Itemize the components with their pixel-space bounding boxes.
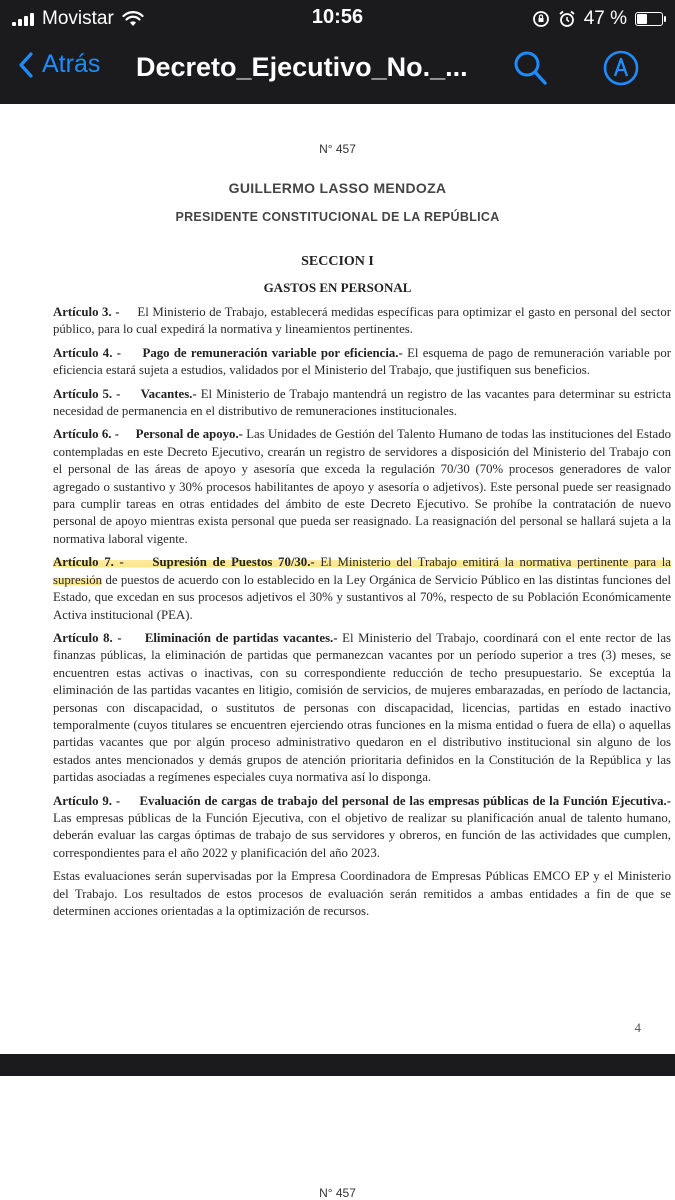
article-text: de puestos de acuerdo con lo establecido en la Ley Orgánica de Servicio Público en las distintas funciones del Estado, que excedan en sus procesos adjetivos el 30% y sustantivos al 70%, respecto de su Población Económicamente Activa institucional (PEA). [53, 572, 671, 622]
article-3 [53, 304, 671, 339]
article-text-highlighted: El Ministerio del Trabajo emitirá la normativa pertinente para la supresión [53, 555, 671, 587]
article-4 [53, 345, 671, 380]
article-title: Pago de remuneración variable por eficiencia.- [142, 345, 403, 360]
page-separator [0, 1054, 675, 1076]
article-8 [53, 630, 671, 787]
article-title: Vacantes.- [140, 386, 197, 401]
article-label: Artículo 8. - [53, 630, 122, 645]
article-label: Artículo 6. - [53, 427, 120, 442]
page-number: 4 [634, 1020, 641, 1035]
carrier-name: Movistar [42, 8, 114, 29]
article-5 [53, 386, 671, 421]
article-6 [53, 426, 671, 548]
section-subtitle: GASTOS EN PERSONAL [263, 280, 412, 295]
article-title: Personal de apoyo.- [135, 427, 243, 442]
battery-icon [635, 12, 663, 26]
top-bar [0, 0, 675, 104]
status-bar [0, 0, 675, 38]
article-text: Las Unidades de Gestión del Talento Humano de todas las instituciones del Estado contempladas en este Decreto Ejecutivo, crearán un registro de servidores a disposición del Ministerio del Trabajo con el personal de las áreas de apoyo y asesoría que exceda la regulación 70/30 (70% procesos generadores de valor agregado o sustantivo y 30% procesos habilitantes de apoyo y asesoría o adjetivos). Este personal puede ser reasignado para cumplir tareas en otras entidades del ámbito de este Decreto Ejecutivo. Se prohíbe la contratación de nuevo personal de apoyo mientras exista personal que pueda ser reasignado. La reasignación del personal se hallará sujeta a la normativa laboral vigente. [53, 427, 671, 546]
decree-number: N° 457 [319, 142, 356, 156]
article-label: Artículo 9. - [53, 793, 121, 808]
next-document-page[interactable] [0, 1076, 675, 1200]
markup-pen-icon[interactable] [601, 48, 641, 88]
navigation-bar [0, 44, 675, 100]
section-title: SECCION I [301, 254, 374, 269]
closing-paragraph: Estas evaluaciones serán supervisadas por la Empresa Coordinadora de Empresas Públicas EMCO EP y el Ministerio del Trabajo. Los resultados de estos procesos de evaluación serán remitidos a ambas entidades a fin de que se determinen acciones orientadas a la optimización de recursos. [53, 869, 671, 918]
document-body [53, 304, 671, 926]
alarm-icon [558, 10, 576, 28]
article-label: Artículo 4. - [53, 345, 121, 360]
battery-percent: 47 % [583, 8, 627, 29]
article-title: Eliminación de partidas vacantes.- [144, 630, 338, 645]
article-label: Artículo 3. - [53, 305, 120, 319]
article-text: Las empresas públicas de la Función Ejecutiva, con el objetivo de realizar su planificación anual de talento humano, deberán evaluar las cargas óptimas de trabajo de sus servidores y obreros, en función de las actividades que cumplen, correspondientes para el año 2022 y planificación del año 2023. [53, 810, 671, 860]
back-label: Atrás [42, 50, 101, 78]
article-title: Supresión de Puestos 70/30.- [152, 555, 315, 570]
chevron-left-icon [18, 51, 34, 79]
article-label: Artículo 7. - [53, 555, 124, 570]
rotation-lock-icon [532, 10, 550, 28]
document-title: Decreto_Ejecutivo_No._... [136, 52, 468, 82]
decree-number-next: N° 457 [319, 1186, 356, 1200]
clock: 10:56 [311, 6, 364, 28]
article-9 [53, 793, 671, 863]
back-button[interactable] [18, 50, 100, 79]
article-text: El Ministerio del Trabajo, coordinará con el ente rector de las finanzas públicas, la eliminación de partidas que permanezcan vacantes por un período superior a tres (3) meses, se encuentren estas activas o inactivas, con su correspondiente reducción de techo presupuestario. Se exceptúa la eliminación de las partidas vacantes en litigio, comisión de servicios, de mujeres embarazadas, en período de lactancia, personas con discapacidad, o sustitutos de personas con discapacidad, licencias, partidas en estado inactivo temporalmente (cuyos titulares se encuentren ejerciendo otras funciones en la misma entidad o fuera de ella) o aquellas partidas vacantes que por algún proceso administrativo quedaron en el distributivo institucional sin alguno de los estados antes mencionados y demás grupos de atención prioritaria definidos en la Constitución de la República y las partidas asociadas a regímenes especiales cuya normativa así lo disponga. [53, 630, 672, 785]
search-icon[interactable] [512, 48, 550, 88]
article-text: El esquema de pago de remuneración variable por eficiencia estará sujeta a estudios, validados por el Ministerio del Trabajo, que justifiquen sus beneficios. [53, 345, 671, 378]
signatory-name: GUILLERMO LASSO MENDOZA [228, 180, 447, 196]
signatory-role: PRESIDENTE CONSTITUCIONAL DE LA REPÚBLICA [175, 210, 500, 224]
document-page[interactable] [0, 104, 675, 1054]
article-title: Evaluación de cargas de trabajo del personal de las empresas públicas de la Función Ejecutiva.- [139, 793, 671, 808]
article-label: Artículo 5. - [53, 386, 121, 401]
article-text: El Ministerio de Trabajo, establecerá medidas específicas para optimizar el gasto en personal del sector público, para lo cual expedirá la normativa y lineamientos pertinentes. [53, 305, 672, 337]
article-text: El Ministerio de Trabajo mantendrá un registro de las vacantes para determinar su estricta necesidad de permanencia en el distributivo de remuneraciones institucionales. [53, 386, 672, 419]
article-7 [53, 554, 671, 624]
